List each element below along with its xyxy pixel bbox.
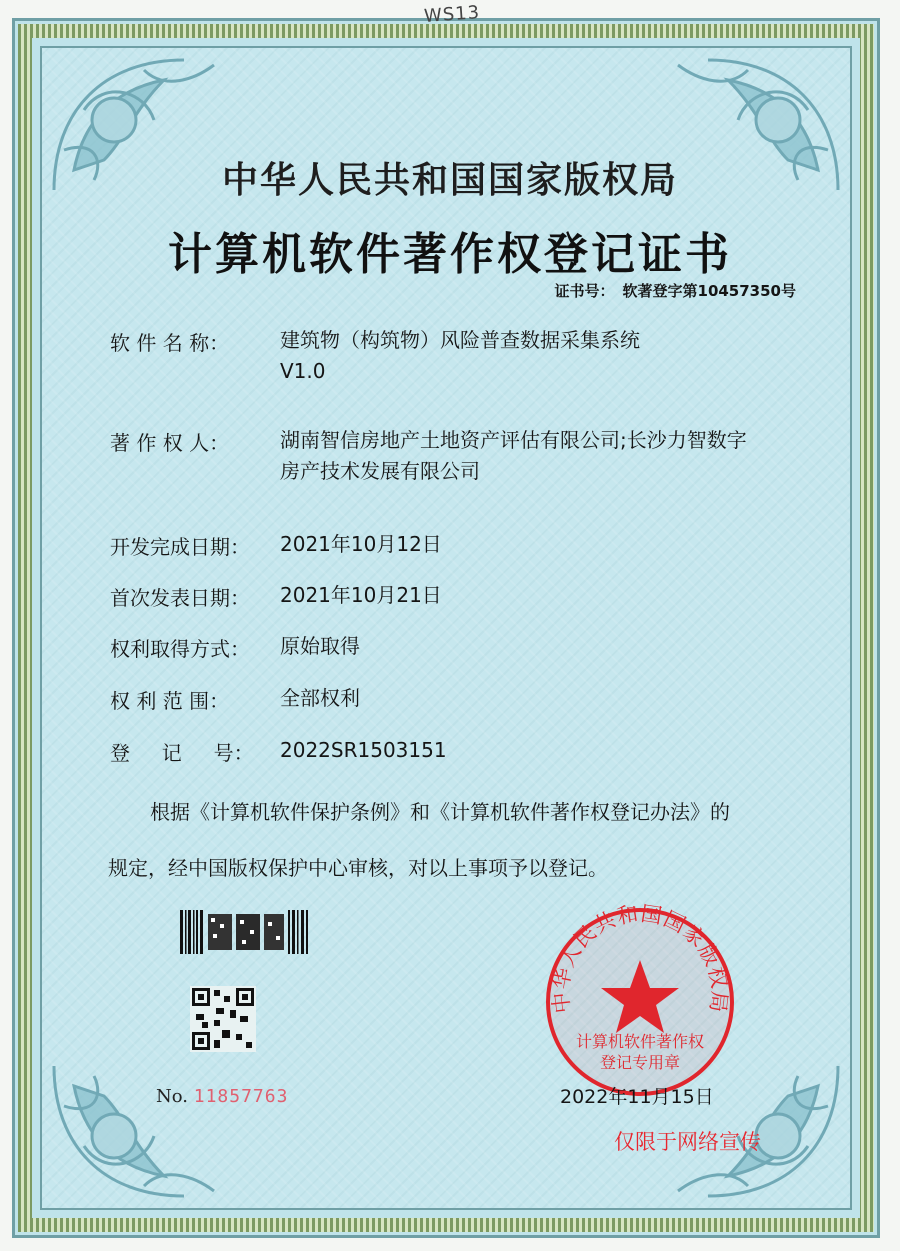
field-value-line: 房产技术发展有限公司 <box>280 459 480 483</box>
promo-note: 仅限于网络宣传 <box>614 1130 761 1154</box>
field-label: 首次发表日期： <box>110 586 250 610</box>
field-value-line: 全部权利 <box>280 686 360 710</box>
field-value-line: 2021年10月12日 <box>280 532 442 556</box>
field-value-line: 原始取得 <box>280 634 360 658</box>
field-value-line: V1.0 <box>280 359 326 383</box>
certificate-number <box>554 280 796 301</box>
issue-date: 2022年11月15日 <box>560 1086 714 1108</box>
serial-value: 11857763 <box>193 1086 289 1107</box>
field-label: 著 作 权 人： <box>110 431 230 455</box>
ornament-corner-bottom-left <box>44 1056 244 1206</box>
field-label: 软 件 名 称： <box>110 331 230 355</box>
seal-inner-line: 计算机软件著作权 <box>575 1032 705 1051</box>
field-value-line: 2022SR1503151 <box>280 738 447 762</box>
seal-outer-text: 中华人民共和国国家版权局 <box>548 902 732 1015</box>
field-label: 开发完成日期： <box>110 535 250 559</box>
seal-inner-line: 登记专用章 <box>599 1053 681 1072</box>
field-value-line: 2021年10月21日 <box>280 583 442 607</box>
statement-line-1: 根据《计算机软件保护条例》和《计算机软件著作权登记办法》的 <box>150 800 730 824</box>
barcode <box>180 910 310 954</box>
field-label: 权利取得方式： <box>110 637 250 661</box>
field-label: 登 记 号： <box>110 741 254 765</box>
statement-line-2: 规定，经中国版权保护中心审核，对以上事项予以登记。 <box>108 856 608 880</box>
certificate-title: 计算机软件著作权登记证书 <box>168 229 732 280</box>
certificate-number-label: 证书号： <box>554 282 615 300</box>
certificate-number-value: 软著登字第10457350号 <box>622 282 796 300</box>
handwritten-note: WS13 <box>423 2 481 27</box>
serial-prefix: No. <box>156 1086 188 1107</box>
official-seal <box>540 902 740 1102</box>
qr-code <box>190 986 256 1052</box>
field-label: 权 利 范 围： <box>110 689 230 713</box>
serial-number <box>156 1086 288 1107</box>
field-value-line: 建筑物（构筑物）风险普查数据采集系统 <box>280 328 640 352</box>
field-value-line: 湖南智信房地产土地资产评估有限公司;长沙力智数字 <box>280 428 747 452</box>
issuer-name: 中华人民共和国国家版权局 <box>221 160 678 201</box>
